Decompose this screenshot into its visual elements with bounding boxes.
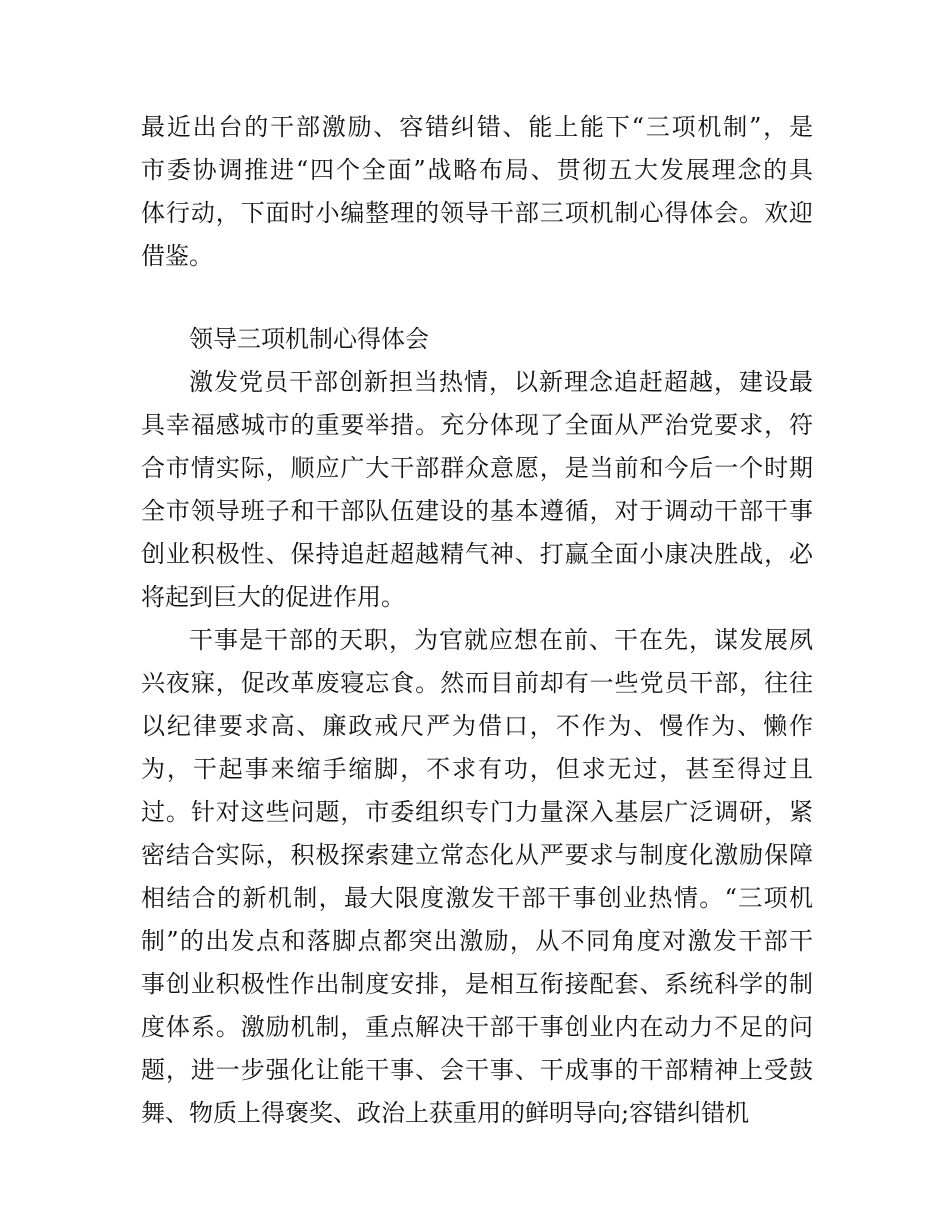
text-line: 题，进一步强化让能干事、会干事、干成事的干部精神上受鼓 [141,1056,813,1084]
text-line: 创业积极性、保持追赶超越精气神、打赢全面小康决胜战，必 [141,540,813,568]
paragraph-1 [141,361,813,619]
text-line: 将起到巨大的促进作用。 [141,583,405,611]
text-line: 具幸福感城市的重要举措。充分体现了全面从严治党要求，符 [141,411,813,439]
text-line: 借鉴。 [141,242,213,270]
text-line: 事创业积极性作出制度安排，是相互衔接配套、系统科学的制 [141,970,813,998]
text-line: 制”的出发点和落脚点都突出激励，从不同角度对激发干部干 [141,927,813,955]
text-line: 以纪律要求高、廉政戒尺严为借口，不作为、慢作为、懒作 [141,712,813,740]
text-line: 合市情实际，顺应广大干部群众意愿，是当前和今后一个时期 [141,454,813,482]
text-line: 过。针对这些问题，市委组织专门力量深入基层广泛调研，紧 [141,798,813,826]
section-heading-block [141,318,813,361]
text-line: 激发党员干部创新担当热情，以新理念追赶超越，建设最 [189,368,813,396]
text-line: 度体系。激励机制，重点解决干部干事创业内在动力不足的问 [141,1013,813,1041]
text-line: 相结合的新机制，最大限度激发干部干事创业热情。“三项机 [141,884,813,912]
text-line: 体行动，下面时小编整理的领导干部三项机制心得体会。欢迎 [141,199,813,227]
text-line: 干事是干部的天职，为官就应想在前、干在先，谋发展夙 [189,626,813,654]
intro-paragraph [141,106,813,278]
text-line: 市委协调推进“四个全面”战略布局、贯彻五大发展理念的具 [141,156,813,184]
text-line: 兴夜寐，促改革废寝忘食。然而目前却有一些党员干部，往往 [141,669,813,697]
text-line: 密结合实际，积极探索建立常态化从严要求与制度化激励保障 [141,841,813,869]
text-line: 为，干起事来缩手缩脚，不求有功，但求无过，甚至得过且 [141,755,813,783]
body-text [141,361,813,1135]
text-line: 舞、物质上得褒奖、政治上获重用的鲜明导向;容错纠错机 [141,1099,750,1127]
text-line: 最近出台的干部激励、容错纠错、能上能下“三项机制”，是 [141,113,813,141]
paragraph-2 [141,619,813,1135]
section-heading: 领导三项机制心得体会 [189,325,429,353]
text-line: 全市领导班子和干部队伍建设的基本遵循，对于调动干部干事 [141,497,813,525]
